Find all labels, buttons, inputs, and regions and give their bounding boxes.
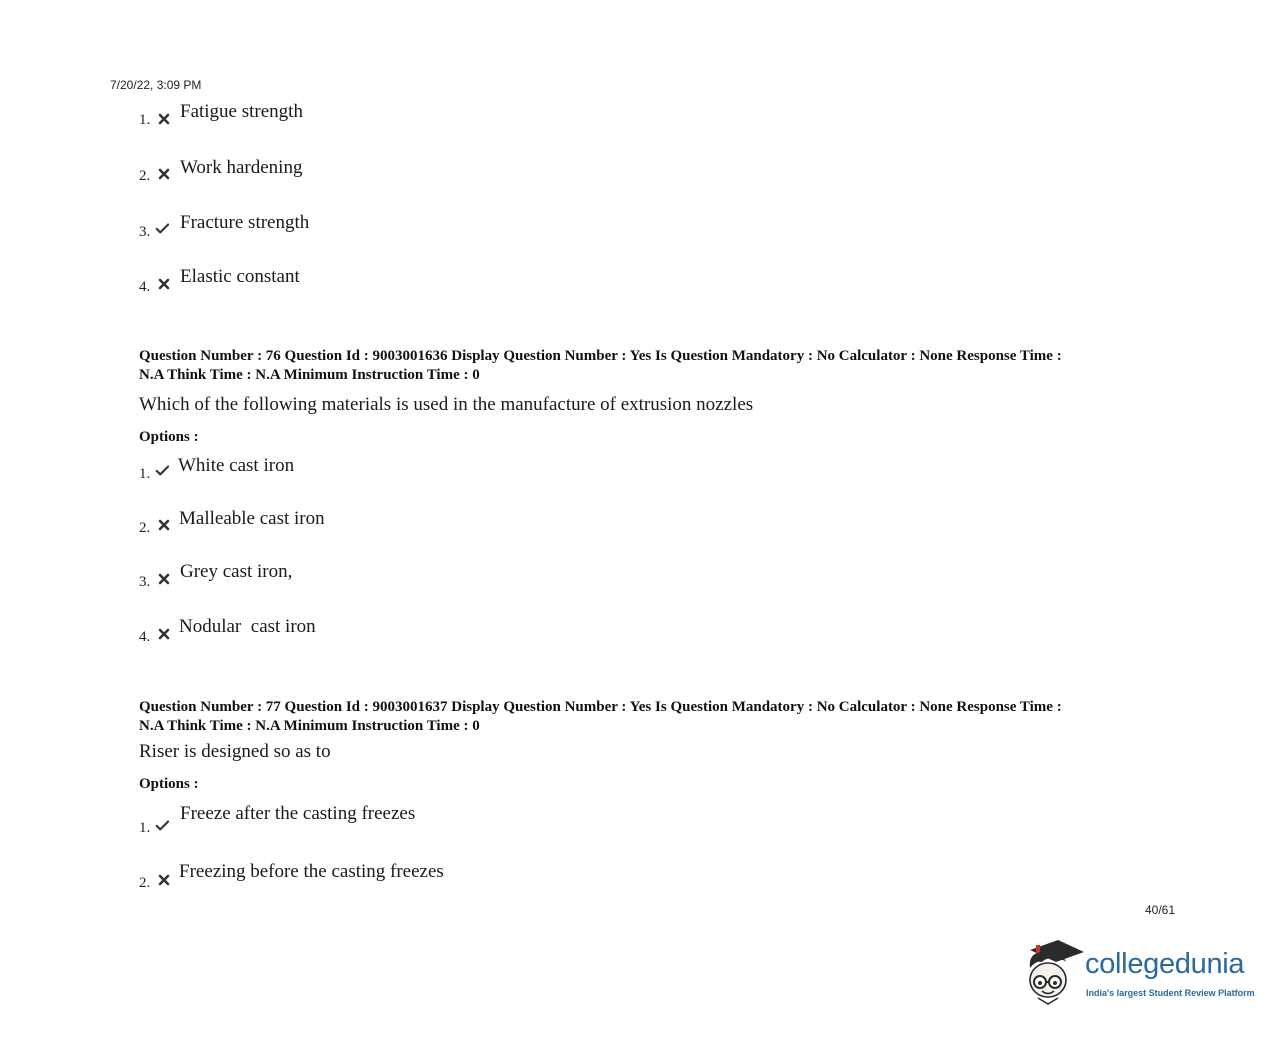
option-number: 2. [139,875,151,891]
check-icon [155,221,169,235]
question-text: Which of the following materials is used in the manufacture of extrusion nozzles [139,394,754,415]
cross-icon [157,627,171,641]
cross-icon [157,167,171,181]
student-mascot-icon [1022,938,1086,1010]
cross-icon [157,518,171,532]
option-text: Freeze after the casting freezes [180,803,416,824]
option-number: 1. [139,466,151,482]
collegedunia-logo [1022,938,1257,1010]
check-icon [155,463,169,477]
option-number: 3. [139,574,151,590]
cross-icon [157,277,171,291]
logo-wordmark: collegedunia [1085,948,1245,980]
check-icon [155,818,169,832]
option-number: 2. [139,168,151,184]
option-text: Freezing before the casting freezes [179,861,444,882]
options-label: Options : [139,429,199,445]
logo-tagline: India's largest Student Review Platform [1086,988,1255,998]
question-meta-line2: N.A Think Time : N.A Minimum Instruction Time : 0 [139,718,480,734]
print-timestamp: 7/20/22, 3:09 PM [110,78,202,92]
question-meta-line1: Question Number : 76 Question Id : 9003001636 Display Question Number : Yes Is Question Mandatory : No Calculator : None Response Time : [139,348,1062,364]
option-text: Work hardening [180,157,303,178]
option-text: Nodular cast iron [179,616,316,637]
cross-icon [157,112,171,126]
option-number: 1. [139,820,151,836]
option-number: 2. [139,520,151,536]
cross-icon [157,873,171,887]
option-text: Grey cast iron, [180,561,293,582]
option-number: 1. [139,112,151,128]
options-label: Options : [139,776,199,792]
question-meta-line1: Question Number : 77 Question Id : 9003001637 Display Question Number : Yes Is Question Mandatory : No Calculator : None Response Time : [139,699,1062,715]
option-text: Malleable cast iron [179,508,325,529]
question-meta-line2: N.A Think Time : N.A Minimum Instruction Time : 0 [139,367,480,383]
option-number: 4. [139,279,151,295]
cross-icon [157,572,171,586]
option-number: 3. [139,224,151,240]
page-number: 40/61 [1145,903,1176,917]
option-text: Fatigue strength [180,101,303,122]
option-number: 4. [139,629,151,645]
option-text: Elastic constant [180,266,300,287]
question-text: Riser is designed so as to [139,741,331,762]
option-text: White cast iron [178,455,295,476]
option-text: Fracture strength [180,212,310,233]
